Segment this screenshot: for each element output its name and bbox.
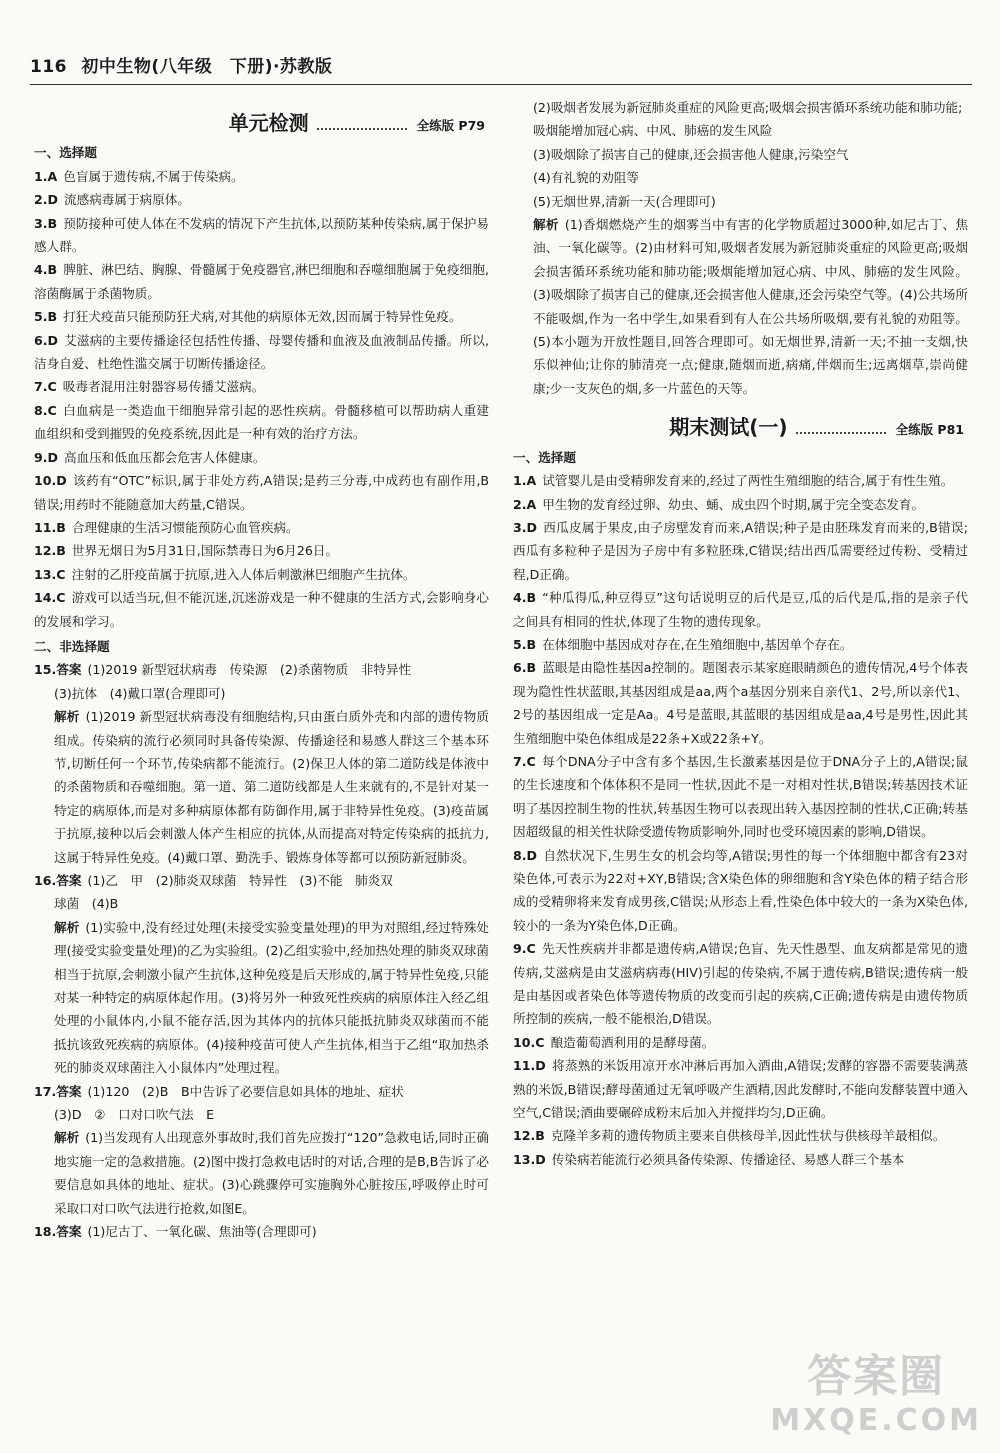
answer-number: 1.A [34,168,58,184]
answer-number: 2.D [34,192,59,208]
answer-line: (2)吸烟者发展为新冠肺炎重症的风险更高;吸烟会损害循环系统功能和肺功能;吸烟能增加冠心病、中风、肺癌的发生风险 [533,100,963,139]
answer-text: 自然状况下,生男生女的机会均等,A错误;男性的每一个体细胞中都含有23对染色体,可表示为22对+XY,B错误;含X染色体的卵细胞和含Y染色体的精子结合形成的受精卵将来发育成男孩,C错误;从形态上看,性染色体中较大的一条为X染色体,较小的一条为Y染色体,D正确。 [513,847,968,933]
answer-number: 18.答案 [34,1224,82,1240]
choice-answer-item [34,469,489,516]
answer-text: 注射的乙肝疫苗属于抗原,进入人体后刺激淋巴细胞产生抗体。 [71,566,416,582]
answer-text: 吸毒者混用注射器容易传播艾滋病。 [62,379,265,395]
answer-text: 预防接种可使人体在不发病的情况下产生抗体,以预防某种传染病,属于保护易感人群。 [34,215,489,255]
book-title: 初中生物(八年级 下册)·苏教版 [81,57,333,77]
answer-number: 2.A [513,496,537,512]
choice-answer-item [513,937,968,1031]
answer-number: 5.B [513,636,537,652]
answer-item-16 [34,869,489,916]
answer-number: 6.D [34,332,59,348]
answer-number: 12.B [513,1128,545,1144]
choice-answer-item [34,539,489,562]
explanation [34,705,489,869]
answer-number: 10.D [34,473,67,489]
answer-number: 15.答案 [34,662,82,678]
answer-line: (1)2019 新型冠状病毒 传染源 (2)杀菌物质 非特异性 [87,662,412,678]
page-number: 116 [30,57,67,77]
choice-answer-item [513,586,968,633]
answer-text: 蓝眼是由隐性基因a控制的。题图表示某家庭眼睛颜色的遗传情况,4号个体表现为隐性性状蓝眼,其基因组成是aa,两个a基因分别来自亲代1、2号,所以亲代1、2号的基因组成一定是Aa。4号是蓝眼,其蓝眼的基因组成是aa,4号是男性,因此其生殖细胞中染色体组成是22条+X或22条+Y。 [513,660,968,746]
answer-line: (5)无烟世界,清新一天(合理即可) [533,193,716,209]
answer-number: 8.C [34,402,57,418]
answer-item-17 [34,1080,489,1127]
answer-number: 4.B [34,262,58,278]
answer-number: 1.A [513,473,537,489]
answer-text: 试管婴儿是由受精卵发育来的,经过了两性生殖细胞的结合,属于有性生殖。 [542,473,954,489]
choice-answer-item [34,305,489,328]
answer-text: 高血压和低血压都会危害人体健康。 [64,449,266,465]
answer-line: (4)有礼貌的劝阻等 [533,170,639,186]
explanation-text: (1)2019 新型冠状病毒没有细胞结构,只由蛋白质外壳和内部的遗传物质组成。传染病的流行必须同时具备传染源、传播途径和易感人群这三个基本环节,切断任何一个环节,传染病都不能流行。(2)保卫人体的第二道防线是体液中的杀菌物质和吞噬细胞。第一道、第二道防线都是人生来就有的,不是针对某一特定的病原体,而是对多种病原体都有防御作用,属于非特异性免疫。(3)疫苗属于抗原,接种以后会刺激人体产生相应的抗体,从而提高对特定传染病的抵抗力,这属于特异性免疫。(4)戴口罩、勤洗手、锻炼身体等都可以预防新冠肺炎。 [54,709,490,865]
section-ref: 全练版 P81 [895,422,964,438]
answer-text: 艾滋病的主要传播途径包括性传播、母婴传播和血液及血液制品传播。所以,洁身自爱、杜绝性滥交属于切断传播途径。 [34,332,489,372]
answer-number: 16.答案 [34,873,82,888]
answer-number: 12.B [34,543,66,559]
explanation [34,1126,489,1220]
choice-answer-item [513,1031,968,1054]
answer-line: (3)D ② 口对口吹气法 E [54,1107,215,1123]
answer-item-15 [34,658,489,705]
choice-answer-item [513,469,968,492]
explanation-tag: 解析 [54,709,80,725]
choice-answer-item [34,399,489,446]
answer-number: 13.C [34,566,66,582]
answer-text: 打狂犬疫苗只能预防狂犬病,对其他的病原体无效,因而属于特异性免疫。 [63,309,462,325]
watermark-line: MXQE.COM [770,1403,982,1438]
subsection-heading: 一、选择题 [513,449,576,465]
answer-text: 游戏可以适当玩,但不能沉迷,沉迷游戏是一种不健康的生活方式,会影响身心的发展和学习。 [34,590,489,629]
explanation-text: (1)当发现有人出现意外事故时,我们首先应拨打“120”急救电话,同时正确地实施一定的急救措施。(2)图中拨打急救电话时的对话,合理的是B,B告诉了必要信息如具体的地址、症状。(3)心跳骤停可实施胸外心脏按压,呼吸停止时可采取口对口吹气法进行抢救,如图E。 [54,1130,490,1216]
left-column [34,96,489,1244]
answer-number: 9.C [513,941,536,957]
right-column [513,96,968,1171]
choice-answer-item [34,516,489,539]
answer-text: 将蒸熟的米饭用凉开水冲淋后再加入酒曲,A错误;发酵的容器不需要装满蒸熟的米饭,B错误;酵母菌通过无氧呼吸产生酒精,因此发酵时,不能向发酵装置中通入空气,C错误;酒曲要碾碎成粉末后加入并搅拌均匀,D正确。 [513,1058,968,1121]
explanation-text: (1)实验中,没有经过处理(未接受实验变量处理)的甲为对照组,经过特殊处理(接受实验变量处理)的乙为实验组。(2)乙组实验中,经加热处理的肺炎双球菌相当于抗原,会刺激小鼠产生抗体,这种免疫是后天形成的,属于特异性免疫,只能对某一种特定的病原体起作用。(3)将另外一种致死性疾病的病原体注入经乙组处理的小鼠体内,小鼠不能存活,因为其体内的抗体只能抵抗肺炎双球菌而不能抵抗该致死疾病的病原体。(4)接种疫苗可使人产生抗体,相当于乙组“取加热杀死的肺炎双球菌注入小鼠体内”处理过程。 [54,919,489,1076]
explanation [513,213,968,400]
explanation-tag: 解析 [533,217,559,233]
section-ref: 全练版 P79 [416,118,485,133]
choice-answer-item [513,1148,968,1171]
answer-text: 传染病若能流行必须具备传染源、传播途径、易感人群三个基本 [551,1151,905,1167]
choice-answer-item [34,258,489,305]
answer-number: 7.C [513,753,536,769]
answer-text: 每个DNA分子中含有多个基因,生长激素基因是位于DNA分子上的,A错误;鼠的生长速度和个体体积不是同一性状,因此不是一对相对性状,B错误;转基因技术证明了基因控制生物的性状,转基因生物可以表现出转入基因控制的性状,C正确;转基因超级鼠的相关性状除受遗传物质影响外,同时也受环境因素的影响,D错误。 [513,753,968,840]
section-title: 期末测试(一) [669,415,788,440]
choice-answer-item [513,493,968,516]
dot-leader [796,432,886,434]
choice-answer-list [513,469,968,1171]
answer-number: 5.B [34,309,58,325]
choice-answer-item [34,188,489,211]
subsection-heading: 一、选择题 [34,145,97,161]
answer-number: 7.C [34,379,57,395]
choice-answer-item [513,633,968,656]
choice-answer-item [513,1054,968,1124]
choice-answer-item [34,563,489,586]
watermark-logo [770,1351,982,1443]
answer-text: 克隆羊多莉的遗传物质主要来自供核母羊,因此性状与供核母羊最相似。 [550,1128,946,1144]
answer-line: (1)尼古丁、一氧化碳、焦油等(合理即可) [87,1224,317,1240]
explanation [34,916,489,1080]
answer-number: 9.D [34,449,59,465]
answer-line: (1)120 (2)B B中告诉了必要信息如具体的地址、症状 [87,1083,404,1099]
answer-text: 世界无烟日为5月31日,国际禁毒日为6月26日。 [71,543,339,559]
answer-text: 酿造葡萄酒利用的是酵母菌。 [550,1034,715,1050]
answer-line: (1)乙 甲 (2)肺炎双球菌 特异性 (3)不能 肺炎双 [87,873,393,888]
answer-number: 6.B [513,660,537,676]
choice-answer-item [513,844,968,938]
answer-number: 8.D [513,847,538,863]
answer-number: 14.C [34,590,66,606]
choice-answer-item [513,1124,968,1147]
answer-line: (3)抗体 (4)戴口罩(合理即可) [54,685,226,701]
explanation-tag: 解析 [54,1130,80,1146]
answer-number: 11.B [34,519,66,535]
choice-answer-item [34,329,489,376]
header-rule [30,84,972,85]
answer-text: 甲生物的发育经过卵、幼虫、蛹、成虫四个时期,属于完全变态发育。 [542,496,925,512]
answer-text: 白血病是一类造血干细胞异常引起的恶性疾病。骨髓移植可以帮助病人重建血组织和受到摧毁的免疫系统,因此是一种有效的治疗方法。 [34,402,489,442]
answer-text: 脾脏、淋巴结、胸腺、骨髓属于免疫器官,淋巴细胞和吞噬细胞属于免疫细胞,溶菌酶属于杀菌物质。 [34,262,489,301]
answer-text: 合理健康的生活习惯能预防心血管疾病。 [71,519,299,535]
answer-number: 10.C [513,1034,545,1050]
subsection-heading: 二、非选择题 [34,638,110,654]
explanation-tag: 解析 [54,919,80,935]
page-header [30,52,332,77]
choice-answer-item [34,165,489,188]
choice-answer-item [513,750,968,844]
answer-line: (3)吸烟除了损害自己的健康,还会损害他人健康,污染空气 [533,146,849,162]
answer-text: 西瓜皮属于果皮,由子房壁发育而来,A错误;种子是由胚珠发育而来的,B错误;西瓜有多粒种子是因为子房中有多粒胚珠,C错误;结出西瓜需要经过传粉、受精过程,D正确。 [513,519,968,582]
choice-answer-item [513,516,968,586]
section-heading-final-test [513,416,964,441]
answer-number: 11.D [513,1058,546,1074]
choice-answer-item [34,375,489,398]
answer-text: “种瓜得瓜,种豆得豆”这句话说明豆的后代是豆,瓜的后代是瓜,指的是亲子代之间具有相同的性状,体现了生物的遗传现象。 [513,590,968,629]
choice-answer-list [34,165,489,633]
section-heading-unit-test [34,112,485,137]
dot-leader [317,128,407,130]
answer-text: 在体细胞中基因成对存在,在生殖细胞中,基因单个存在。 [542,636,853,652]
answer-number: 3.D [513,519,538,535]
watermark-line: 答案圈 [807,1351,946,1402]
choice-answer-item [513,656,968,750]
answer-text: 该药有“OTC”标识,属于非处方药,A错误;是药三分毒,中成药也有副作用,B错误;用药时不能随意加大药量,C错误。 [34,473,489,512]
choice-answer-item [34,586,489,633]
answer-text: 流感病毒属于病原体。 [64,192,190,208]
explanation-text: (1)香烟燃烧产生的烟雾当中有害的化学物质超过3000种,如尼古丁、焦油、一氧化碳等。(2)由材料可知,吸烟者发展为新冠肺炎重症的风险更高;吸烟会损害循环系统功能和肺功能;吸烟能增加冠心病、中风、肺癌的发生风险。(3)吸烟除了损害自己的健康,还会损害他人健康,还会污染空气等。(4)公共场所不能吸烟,作为一名中学生,如果看到有人在公共场所吸烟,要有礼貌的劝阻等。(5)本小题为开放性题目,回答合理即可。如无烟世界,清新一天;不抽一支烟,快乐似神仙;让你的肺清亮一点;健康,随烟而逝,病痛,伴烟而生;远离烟草,崇尚健康;少一支灰色的烟,多一片蓝色的天等。 [533,217,968,396]
answer-number: 13.D [513,1151,546,1167]
answer-number: 4.B [513,590,537,606]
answer-text: 先天性疾病并非都是遗传病,A错误;色盲、先天性愚型、血友病都是常见的遗传病,艾滋病是由艾滋病病毒(HIV)引起的传染病,不属于遗传病,B错误;遗传病一般是由基因或者染色体等遗传物质的改变而引起的疾病,C正确;遗传病是由遗传物质所控制的疾病,一般不能根治,D错误。 [513,941,968,1027]
choice-answer-item [34,446,489,469]
answer-number: 17.答案 [34,1083,82,1099]
choice-answer-item [34,212,489,259]
answer-number: 3.B [34,215,58,231]
section-title: 单元检测 [228,111,309,135]
answer-line: 球菌 (4)B [54,896,119,912]
answer-item-18 [34,1220,489,1243]
answer-text: 色盲属于遗传病,不属于传染病。 [63,168,244,184]
